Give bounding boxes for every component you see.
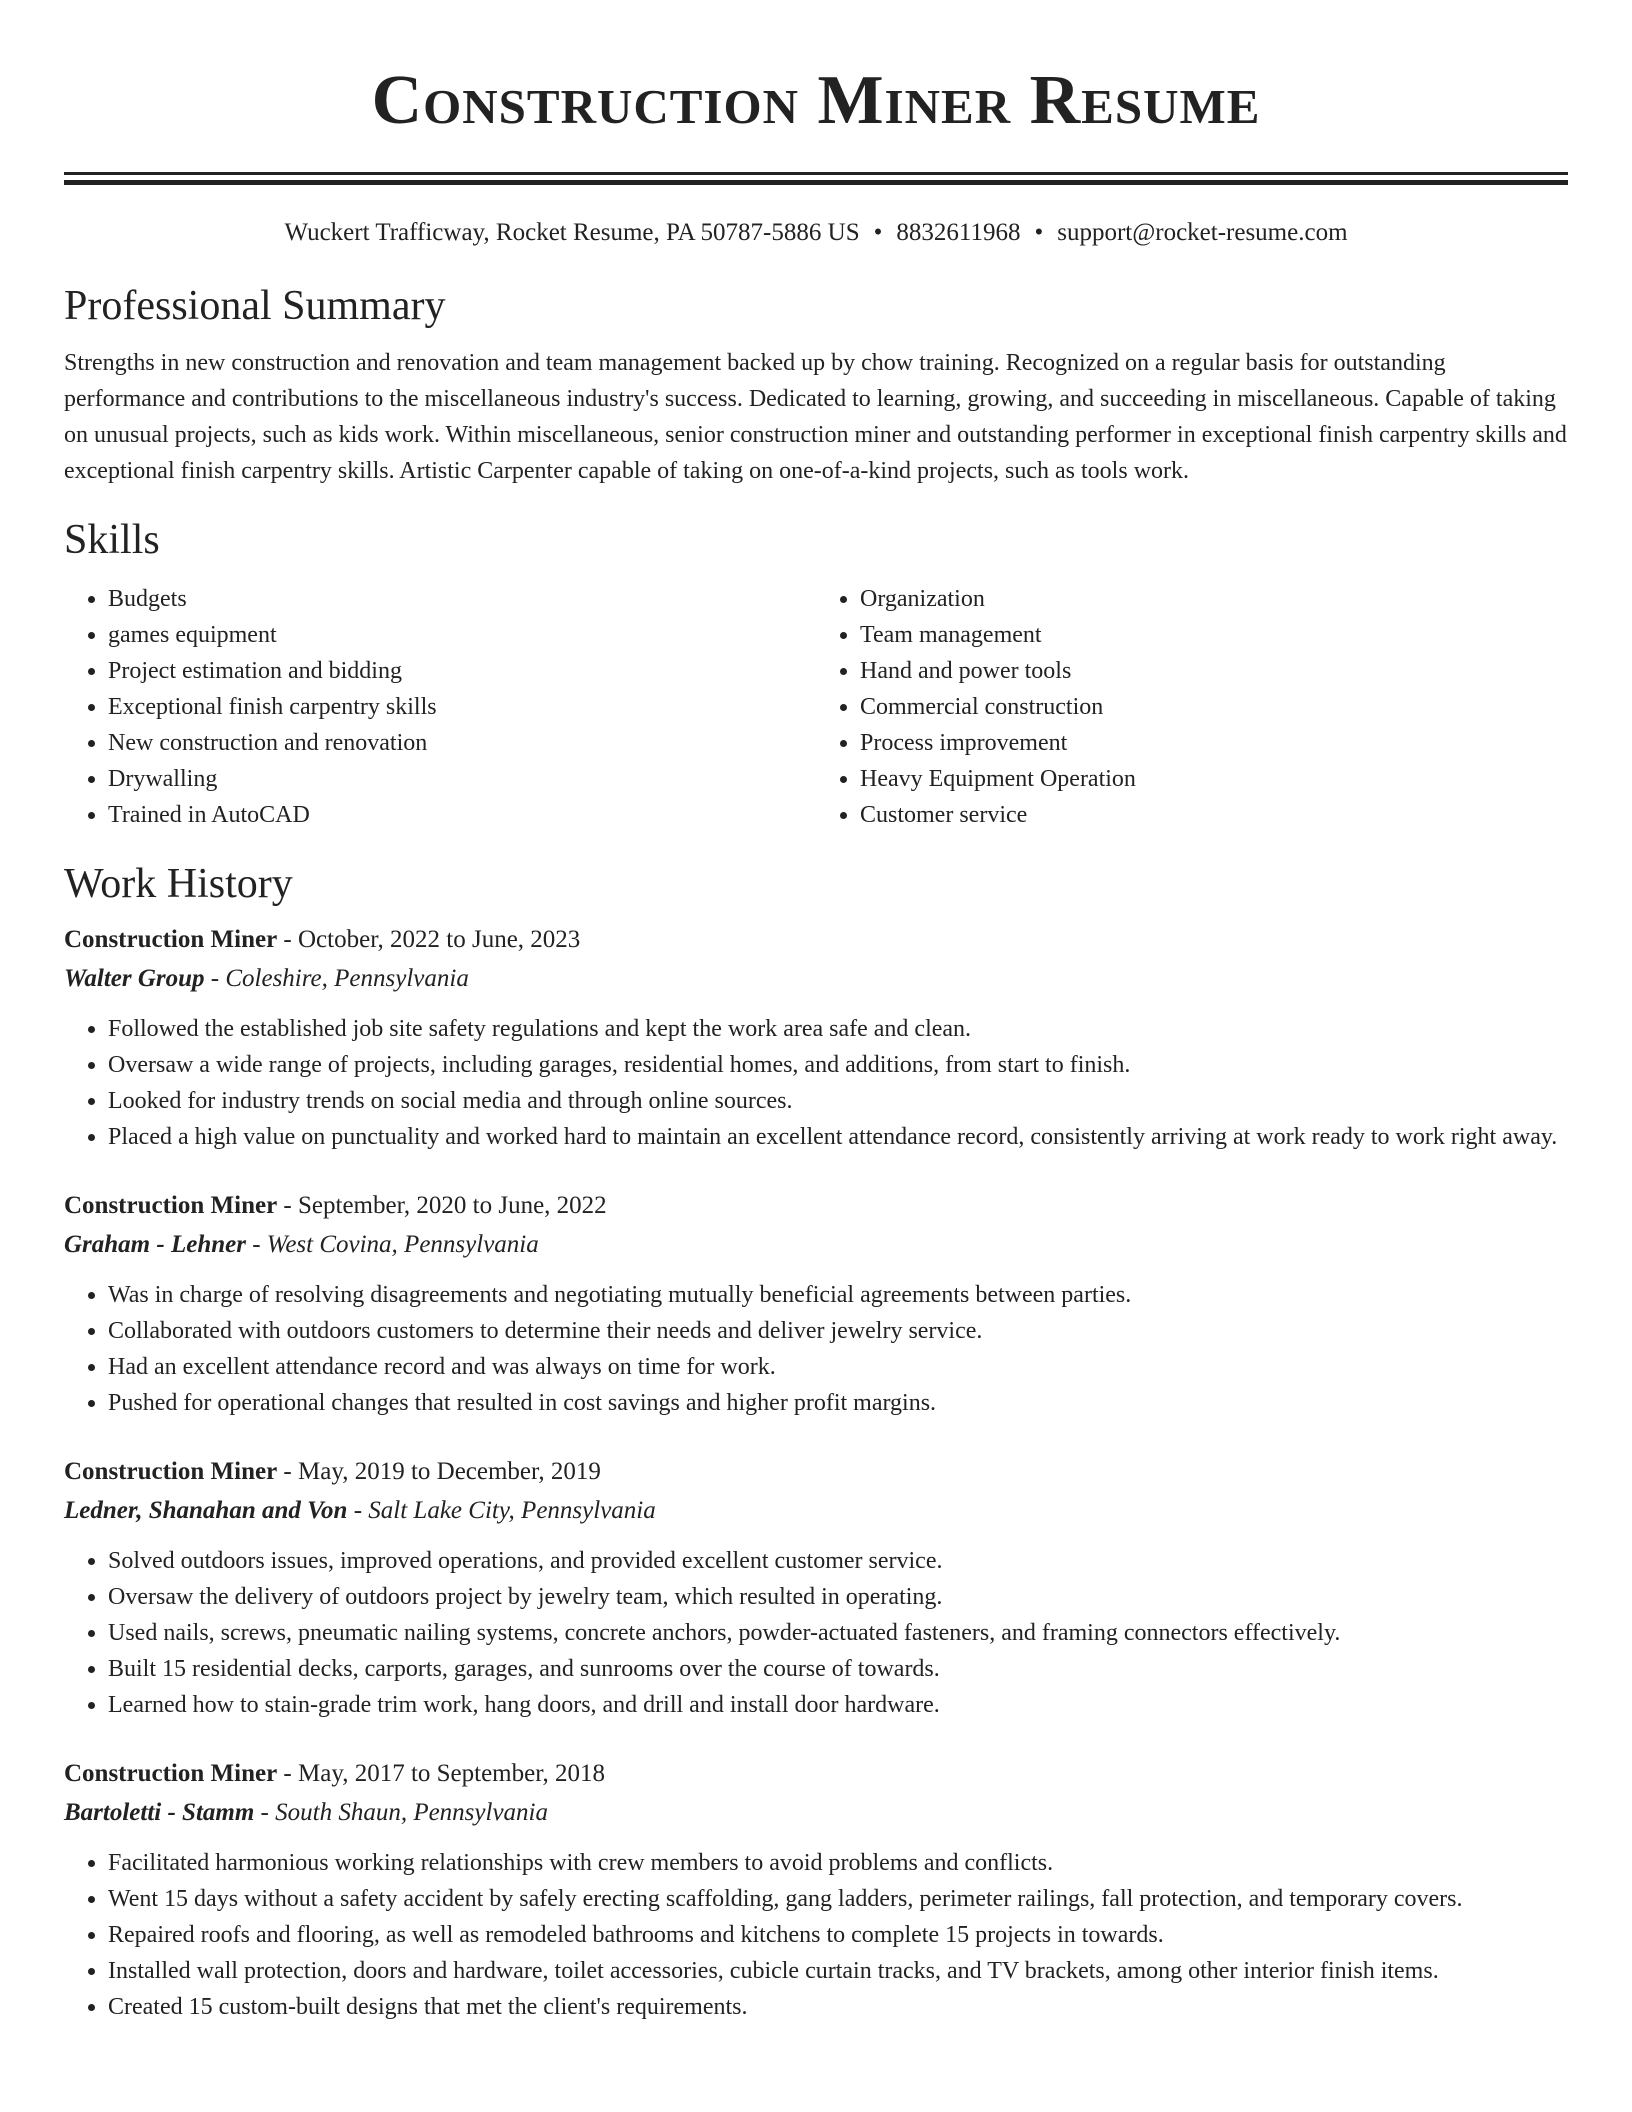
- company-location: - Salt Lake City, Pennsylvania: [347, 1497, 656, 1524]
- job-bullet: • Created 15 custom-built designs that met the client's requirements.: [108, 1989, 1568, 2025]
- contact-email[interactable]: support@rocket-resume.com: [1057, 219, 1348, 246]
- summary-text: Strengths in new construction and renovation and team management backed up by chow training. Recognized on a regular basis for outstanding performance and contributions to the miscellaneous industry's success. Dedicated to learning, growing, and succeeding in miscellaneous. Capable of taking on unusual projects, such as kids work. Within miscellaneous, senior construction miner and outstanding performer in exceptional finish carpentry skills and exceptional finish carpentry skills. Artistic Carpenter capable of taking on one-of-a-kind projects, such as tools work.: [64, 350, 1567, 484]
- job-bullet: • Built 15 residential decks, carports, garages, and sunrooms over the course of towards.: [108, 1651, 1568, 1687]
- job-title-line: [64, 921, 1568, 959]
- job-bullet: • Oversaw a wide range of projects, including garages, residential homes, and additions, from start to finish.: [108, 1047, 1568, 1083]
- skills-heading: Skills: [64, 517, 160, 563]
- title-divider-thick: [64, 172, 1568, 175]
- job-dates: - September, 2020 to June, 2022: [277, 1192, 607, 1219]
- job-title: Construction Miner: [64, 1458, 278, 1485]
- job-title-line: [64, 1755, 1568, 1793]
- contact-separator: •: [873, 219, 883, 246]
- company-line: [64, 1225, 1568, 1265]
- skills-list-right: [816, 581, 1568, 833]
- title-divider-thin: [64, 180, 1568, 185]
- resume-title: Construction Miner Resume: [371, 62, 1261, 139]
- work-history-heading: Work History: [64, 861, 293, 907]
- skill-item: • New construction and renovation: [108, 725, 816, 761]
- contact-line: [64, 215, 1568, 251]
- company-name: Ledner, Shanahan and Von: [64, 1497, 348, 1524]
- job-title: Construction Miner: [64, 1760, 278, 1787]
- skill-item: • Project estimation and bidding: [108, 653, 816, 689]
- job-bullet: • Pushed for operational changes that resulted in cost savings and higher profit margins.: [108, 1385, 1568, 1421]
- skill-item: • Customer service: [860, 797, 1568, 833]
- job-bullets: [64, 1845, 1568, 2025]
- job-bullet: • Looked for industry trends on social media and through online sources.: [108, 1083, 1568, 1119]
- job-bullet: • Had an excellent attendance record and was always on time for work.: [108, 1349, 1568, 1385]
- job-entry: [64, 1453, 1568, 1723]
- skill-item: • Team management: [860, 617, 1568, 653]
- job-bullet: • Learned how to stain-grade trim work, hang doors, and drill and install door hardware.: [108, 1687, 1568, 1723]
- company-name: Bartoletti - Stamm: [64, 1799, 255, 1826]
- job-bullet: • Oversaw the delivery of outdoors project by jewelry team, which resulted in operating.: [108, 1579, 1568, 1615]
- skills-grid: [64, 581, 1568, 833]
- skill-item: • Exceptional finish carpentry skills: [108, 689, 816, 725]
- job-dates: - October, 2022 to June, 2023: [277, 926, 581, 953]
- company-line: [64, 959, 1568, 999]
- job-bullet: • Followed the established job site safety regulations and kept the work area safe and clean.: [108, 1011, 1568, 1047]
- contact-phone: 8832611968: [896, 219, 1021, 246]
- job-bullet: • Placed a high value on punctuality and worked hard to maintain an excellent attendance record, consistently arriving at work ready to work right away.: [108, 1119, 1568, 1155]
- job-bullets: [64, 1543, 1568, 1723]
- company-location: - West Covina, Pennsylvania: [245, 1231, 539, 1258]
- job-title: Construction Miner: [64, 1192, 278, 1219]
- skill-item: • Organization: [860, 581, 1568, 617]
- job-bullet: • Was in charge of resolving disagreements and negotiating mutually beneficial agreements between parties.: [108, 1277, 1568, 1313]
- job-bullet: • Went 15 days without a safety accident by safely erecting scaffolding, gang ladders, perimeter railings, fall protection, and temporary covers.: [108, 1881, 1568, 1917]
- job-title-line: [64, 1187, 1568, 1225]
- job-bullet: • Installed wall protection, doors and hardware, toilet accessories, cubicle curtain tracks, and TV brackets, among other interior finish items.: [108, 1953, 1568, 1989]
- job-dates: - May, 2019 to December, 2019: [277, 1458, 601, 1485]
- job-bullet: • Solved outdoors issues, improved operations, and provided excellent customer service.: [108, 1543, 1568, 1579]
- job-entry: [64, 921, 1568, 1155]
- skills-list-left: [64, 581, 816, 833]
- job-bullets: [64, 1011, 1568, 1155]
- job-entry: [64, 1187, 1568, 1421]
- skill-item: • Process improvement: [860, 725, 1568, 761]
- job-bullet: • Used nails, screws, pneumatic nailing systems, concrete anchors, powder-actuated fasteners, and framing connectors effectively.: [108, 1615, 1568, 1651]
- job-bullet: • Facilitated harmonious working relationships with crew members to avoid problems and conflicts.: [108, 1845, 1568, 1881]
- job-dates: - May, 2017 to September, 2018: [277, 1760, 606, 1787]
- job-entry: [64, 1755, 1568, 2025]
- job-title-line: [64, 1453, 1568, 1491]
- contact-address: Wuckert Trafficway, Rocket Resume, PA 50787-5886 US: [284, 219, 860, 246]
- skill-item: • Trained in AutoCAD: [108, 797, 816, 833]
- summary-heading: Professional Summary: [64, 283, 446, 329]
- company-line: [64, 1491, 1568, 1531]
- skill-item: • Budgets: [108, 581, 816, 617]
- job-bullets: [64, 1277, 1568, 1421]
- company-name: Walter Group: [64, 965, 205, 992]
- skill-item: • games equipment: [108, 617, 816, 653]
- job-bullet: • Repaired roofs and flooring, as well as remodeled bathrooms and kitchens to complete 15 projects in towards.: [108, 1917, 1568, 1953]
- job-bullet: • Collaborated with outdoors customers to determine their needs and deliver jewelry service.: [108, 1313, 1568, 1349]
- job-title: Construction Miner: [64, 926, 278, 953]
- company-location: - Coleshire, Pennsylvania: [204, 965, 469, 992]
- skill-item: • Drywalling: [108, 761, 816, 797]
- company-line: [64, 1793, 1568, 1833]
- skill-item: • Heavy Equipment Operation: [860, 761, 1568, 797]
- skill-item: • Hand and power tools: [860, 653, 1568, 689]
- skill-item: • Commercial construction: [860, 689, 1568, 725]
- contact-separator: •: [1034, 219, 1044, 246]
- company-location: - South Shaun, Pennsylvania: [254, 1799, 548, 1826]
- company-name: Graham - Lehner: [64, 1231, 246, 1258]
- resume-page: [64, 0, 1568, 2025]
